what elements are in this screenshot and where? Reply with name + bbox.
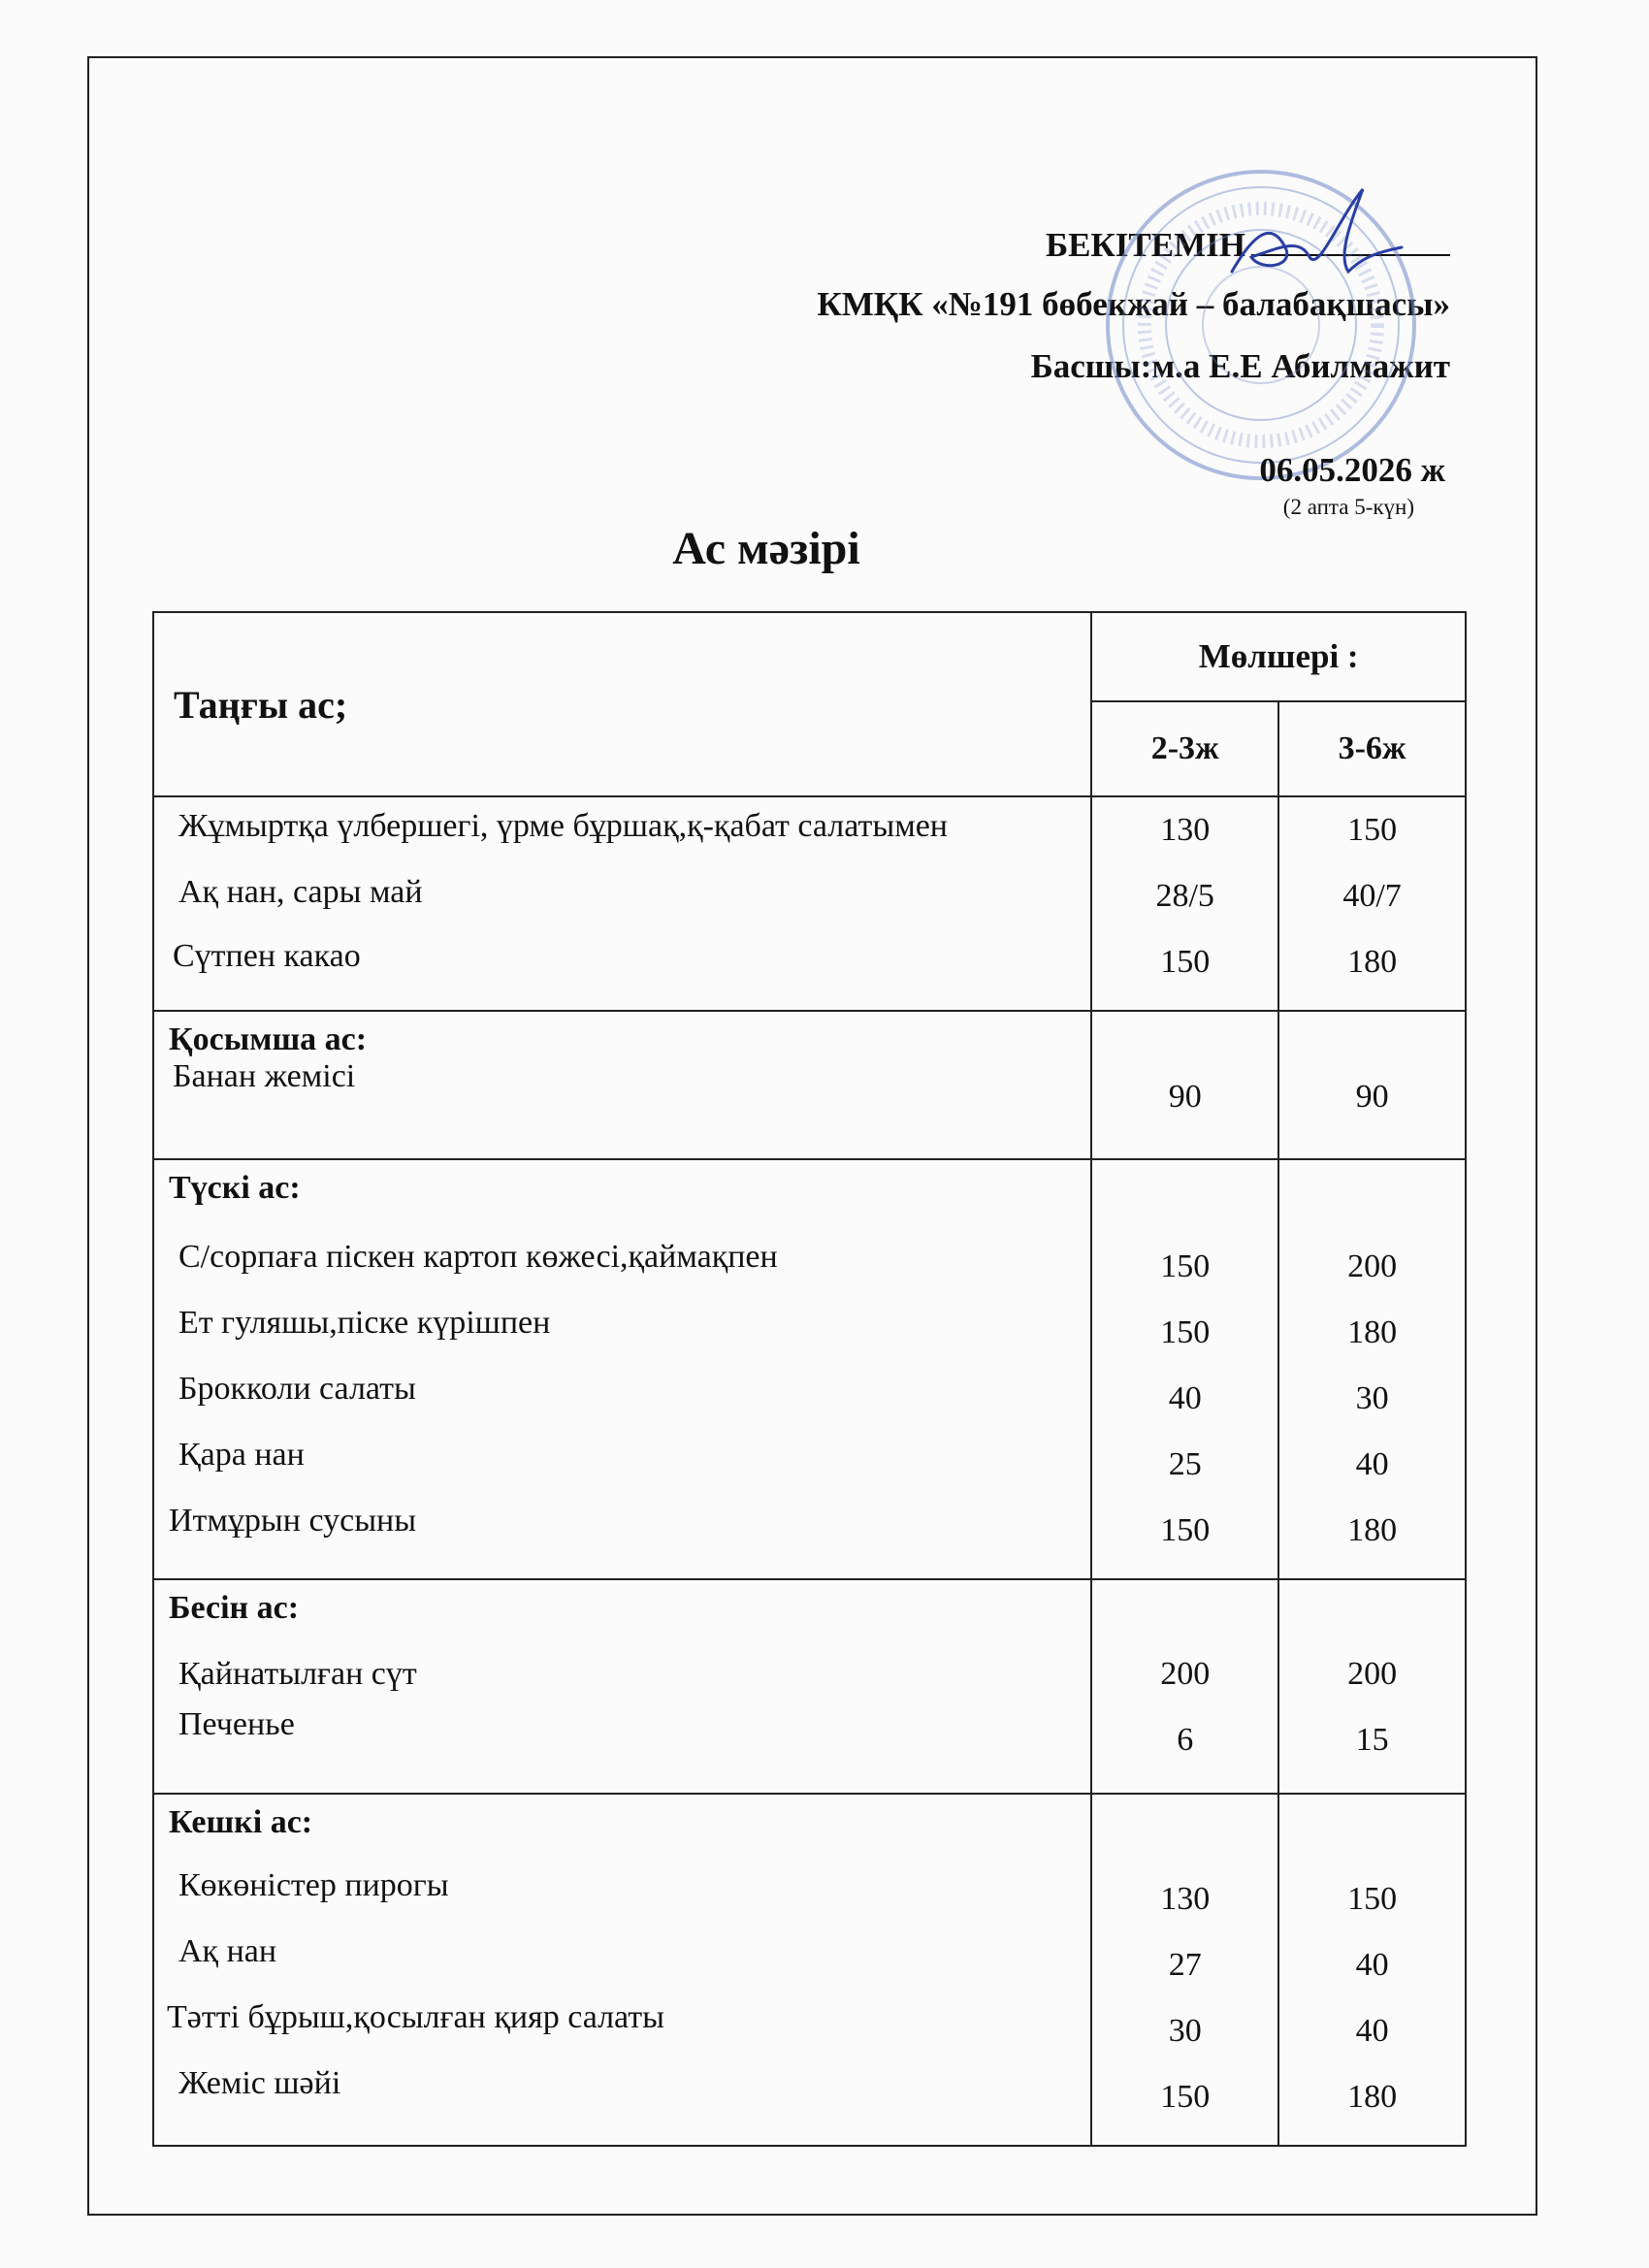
- qty-3-6: 30: [1355, 1380, 1389, 1416]
- quantity-header: Мөлшері :: [1091, 612, 1466, 701]
- menu-item: С/сорпаға піскен картоп көжесі,қаймақпен: [178, 1239, 778, 1275]
- week-day-note: (2 апта 5-күн): [1282, 495, 1414, 519]
- qty-2-3: 90: [1168, 1079, 1202, 1115]
- qty-3-6: 15: [1355, 1722, 1389, 1758]
- head-name: Басшы:м.а Е.Е Абилмажит: [1030, 347, 1450, 385]
- menu-item: Қайнатылған сүт: [178, 1656, 417, 1692]
- menu-item: Көкөністер пирогы: [178, 1867, 449, 1903]
- section-title: Бесін ас:: [169, 1590, 300, 1626]
- qty-3-6: 180: [1347, 1314, 1398, 1350]
- qty-2-3: 150: [1160, 1512, 1211, 1548]
- qty-2-3: 27: [1168, 1947, 1202, 1983]
- qty-3-6: 40: [1355, 1947, 1389, 1983]
- section-title: Түскі ас:: [169, 1170, 301, 1206]
- qty-3-6: 180: [1347, 1512, 1398, 1548]
- qty-3-6: 40: [1355, 2013, 1389, 2049]
- qty-3-6: 180: [1347, 2079, 1398, 2115]
- section-title: Кешкі ас:: [169, 1804, 313, 1840]
- qty-2-3: 25: [1168, 1446, 1202, 1482]
- qty-3-6: 40: [1355, 1446, 1389, 1482]
- afternoon-section: [153, 1579, 1466, 1794]
- qty-2-3: 150: [1160, 944, 1211, 980]
- qty-2-3: 150: [1160, 1248, 1211, 1284]
- dinner-section: [153, 1794, 1466, 2146]
- menu-item: Жұмыртқа үлбершегі, үрме бұршақ,қ-қабат салатымен: [178, 808, 948, 844]
- qty-2-3: 150: [1160, 2079, 1211, 2115]
- qty-3-6: 180: [1347, 944, 1398, 980]
- page-title: Ас мәзірі: [672, 523, 860, 574]
- approval-label: БЕКІТЕМІН: [1045, 226, 1245, 264]
- menu-item: Тәтті бұрыш,қосылған қияр салаты: [167, 1999, 664, 2035]
- menu-item: Қара нан: [178, 1437, 305, 1473]
- menu-item: Итмұрын сусыны: [169, 1503, 417, 1539]
- age-group-2-3: 2-3ж: [1091, 701, 1278, 796]
- menu-table: [152, 611, 1467, 2147]
- breakfast-section: [153, 796, 1466, 1011]
- menu-item: Ет гуляшы,піске күрішпен: [178, 1305, 551, 1341]
- menu-item: Сүтпен какао: [173, 938, 361, 974]
- qty-2-3: 130: [1160, 812, 1211, 848]
- qty-3-6: 90: [1355, 1079, 1389, 1115]
- qty-3-6: 200: [1347, 1656, 1398, 1692]
- qty-3-6: 200: [1347, 1248, 1398, 1284]
- qty-2-3: 130: [1160, 1881, 1211, 1917]
- age-group-3-6: 3-6ж: [1278, 701, 1466, 796]
- lunch-section: [153, 1159, 1466, 1579]
- qty-3-6: 150: [1347, 1881, 1398, 1917]
- menu-date: 06.05.2026 ж: [1259, 451, 1445, 489]
- menu-item: Брокколи салаты: [178, 1371, 416, 1407]
- menu-item: Жеміс шәйі: [178, 2065, 341, 2101]
- qty-2-3: 150: [1160, 1314, 1211, 1350]
- snack-section: [153, 1011, 1466, 1159]
- section-title: Қосымша ас:: [169, 1021, 368, 1057]
- organization-name: КМҚК «№191 бөбекжай – балабақшасы»: [817, 285, 1450, 323]
- qty-2-3: 28/5: [1155, 878, 1214, 914]
- breakfast-header: Таңғы ас;: [153, 612, 1091, 796]
- menu-item: Банан жемісі: [173, 1058, 356, 1094]
- qty-2-3: 200: [1160, 1656, 1211, 1692]
- menu-item: Ақ нан: [178, 1933, 277, 1969]
- qty-3-6: 40/7: [1342, 878, 1402, 914]
- menu-item: Печенье: [178, 1706, 295, 1742]
- qty-2-3: 30: [1168, 2013, 1202, 2049]
- qty-3-6: 150: [1347, 812, 1398, 848]
- signature: [1193, 179, 1426, 296]
- qty-2-3: 6: [1177, 1722, 1194, 1758]
- menu-item: Ақ нан, сары май: [178, 874, 423, 910]
- qty-2-3: 40: [1168, 1380, 1202, 1416]
